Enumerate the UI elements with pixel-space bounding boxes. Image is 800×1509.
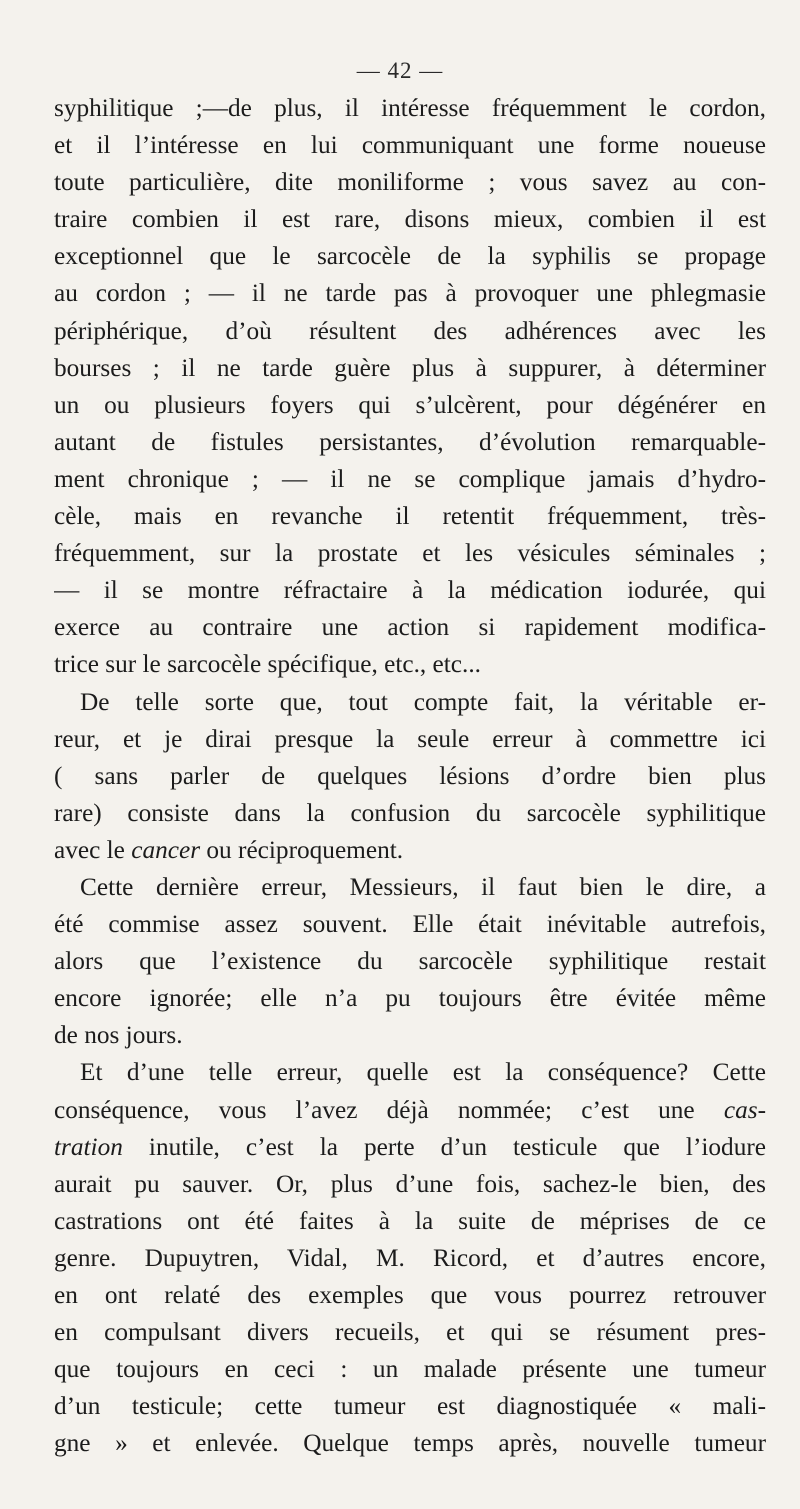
text-line: ( sans parler de quelques lésions d’ordre bien plus — [54, 761, 766, 790]
text-line: — il se montre réfractaire à la médication iodurée, qui — [54, 576, 766, 605]
text-line: fréquemment, sur la prostate et les vésicules séminales ; — [54, 539, 766, 568]
text-line: Et d’une telle erreur, quelle est la conséquence? Cette — [80, 1058, 766, 1087]
page-number: — 42 — — [356, 58, 444, 83]
text-line: trice sur le sarcocèle spécifique, etc., etc... — [54, 650, 482, 679]
text-line: en ont relaté des exemples que vous pourrez retrouver — [54, 1281, 766, 1309]
text-line — [54, 1129, 766, 1166]
text-line: ment chronique ; — il ne se complique jamais d’hydro- — [54, 464, 766, 493]
text-line: gne » et enlevée. Quelque temps après, nouvelle tumeur — [54, 1429, 766, 1458]
text-line: au cordon ; — il ne tarde pas à provoquer une phlegmasie — [54, 279, 766, 308]
text-fragment: ou réciproquement. — [200, 835, 404, 864]
text-line: alors que l’existence du sarcocèle syphilitique restait — [54, 947, 766, 976]
italic-word: tration — [54, 1132, 123, 1161]
text-line: bourses ; il ne tarde guère plus à suppurer, à déterminer — [54, 353, 766, 382]
text-line: genre. Dupuytren, Vidal, M. Ricord, et d’autres encore, — [54, 1243, 766, 1272]
text-line: syphilitique ;—de plus, il intéresse fréquemment le cordon, — [54, 94, 766, 122]
text-line: un ou plusieurs foyers qui s’ulcèrent, pour dégénérer en — [54, 390, 766, 419]
text-line: et il l’intéresse en lui communiquant une forme noueuse — [54, 131, 766, 160]
text-fragment: avec le — [54, 835, 132, 864]
text-line: aurait pu sauver. Or, plus d’une fois, sachez-le bien, des — [54, 1169, 766, 1198]
text-line: été commise assez souvent. Elle était inévitable autrefois, — [54, 910, 766, 939]
text-fragment: conséquence, vous l’avez déjà nommée; c’est une — [54, 1095, 724, 1124]
text-line: exceptionnel que le sarcocèle de la syphilis se propage — [54, 242, 766, 271]
italic-word: cancer — [131, 835, 201, 864]
text-line — [54, 1092, 766, 1129]
text-line: que toujours en ceci : un malade présente une tumeur — [54, 1355, 766, 1384]
text-line: toute particulière, dite moniliforme ; vous savez au con- — [54, 168, 766, 197]
text-line: castrations ont été faites à la suite de méprises de ce — [54, 1206, 766, 1235]
text-line: exerce au contraire une action si rapidement modifica- — [54, 613, 766, 642]
text-line: traire combien il est rare, disons mieux, combien il est — [54, 205, 766, 234]
text-line — [54, 832, 766, 869]
text-line: en compulsant divers recueils, et qui se résument pres- — [54, 1318, 766, 1347]
body-text — [54, 90, 766, 1462]
text-line: périphérique, d’où résultent des adhérences avec les — [54, 316, 766, 345]
text-line: de nos jours. — [54, 1021, 183, 1050]
text-line: reur, et je dirai presque la seule erreur à commettre ici — [54, 724, 766, 753]
text-line: encore ignorée; elle n’a pu toujours être évitée même — [54, 984, 766, 1013]
text-line: Cette dernière erreur, Messieurs, il faut bien le dire, a — [80, 872, 766, 901]
text-fragment: inutile, c’est la perte d’un testicule que l’iodure — [122, 1132, 766, 1161]
text-line: autant de fistules persistantes, d’évolution remarquable- — [54, 427, 766, 456]
text-line: d’un testicule; cette tumeur est diagnostiquée « mali- — [54, 1392, 766, 1421]
text-line: De telle sorte que, tout compte fait, la véritable er- — [80, 687, 766, 716]
italic-word: cas- — [723, 1095, 766, 1124]
text-line: rare) consiste dans la confusion du sarcocèle syphilitique — [54, 798, 766, 827]
text-line: cèle, mais en revanche il retentit fréquemment, très- — [54, 502, 766, 531]
